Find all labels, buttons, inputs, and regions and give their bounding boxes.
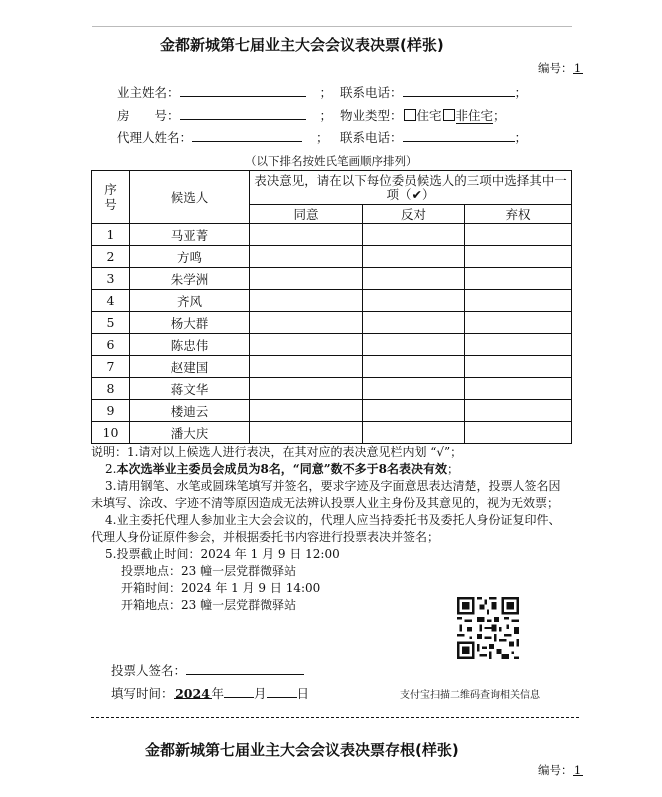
ballot-title: 金都新城第七届业主大会会议表决票(样张) — [160, 36, 444, 54]
agree-cell[interactable] — [250, 246, 363, 268]
column-header-agree: 同意 — [250, 205, 363, 224]
voter-sign-row — [111, 661, 304, 679]
separator: ； — [514, 130, 528, 145]
note-5-place: 投票地点：23 幢一层党群微驿站 — [121, 564, 297, 578]
candidate-name: 陈忠伟 — [130, 334, 250, 356]
stub-serial-label: 编号： — [538, 763, 573, 777]
agree-cell[interactable] — [250, 312, 363, 334]
table-row — [92, 422, 572, 444]
note-3: 3.请用钢笔、水笔或圆珠笔填写并签名，要求字迹及字面意思表达清楚，投票人签名因未填写、涂改、字迹不清等原因造成无法辨认投票人业主身份及其意见的，视为无效票； — [91, 479, 561, 510]
row-number: 3 — [92, 268, 130, 290]
proxy-name-row — [117, 128, 329, 146]
agree-cell[interactable] — [250, 268, 363, 290]
candidate-name: 杨大群 — [130, 312, 250, 334]
room-row — [117, 106, 332, 124]
oppose-cell[interactable] — [363, 290, 465, 312]
table-row — [92, 400, 572, 422]
row-number: 9 — [92, 400, 130, 422]
serial-number — [538, 60, 583, 76]
stub-serial-number — [538, 762, 583, 778]
proxy-name-label: 代理人姓名： — [117, 130, 193, 145]
row-number: 5 — [92, 312, 130, 334]
residential-label: 住宅 — [416, 108, 442, 123]
note-5-open-time: 开箱时间：2024 年 1 月 9 日 14:00 — [121, 581, 321, 595]
abstain-cell[interactable] — [465, 246, 572, 268]
agree-cell[interactable] — [250, 422, 363, 444]
column-header-candidate: 候选人 — [130, 171, 250, 224]
room-field[interactable] — [180, 107, 306, 120]
row-number: 1 — [92, 224, 130, 246]
month-unit: 月 — [254, 686, 267, 701]
table-caption: （以下排名按姓氏笔画顺序排列） — [245, 154, 418, 168]
row-number: 2 — [92, 246, 130, 268]
property-type-label: 物业类型： — [340, 108, 403, 123]
fill-time-label: 填写时间： — [111, 686, 174, 701]
table-row — [92, 334, 572, 356]
tear-line — [91, 717, 579, 718]
separator: ； — [319, 108, 333, 123]
owner-name-field[interactable] — [180, 84, 306, 97]
proxy-name-field[interactable] — [192, 129, 302, 142]
abstain-cell[interactable] — [465, 422, 572, 444]
separator: ； — [319, 85, 333, 100]
oppose-cell[interactable] — [363, 356, 465, 378]
candidate-name: 赵建国 — [130, 356, 250, 378]
fill-time-row — [111, 684, 309, 702]
row-number: 10 — [92, 422, 130, 444]
abstain-cell[interactable] — [465, 356, 572, 378]
abstain-cell[interactable] — [465, 334, 572, 356]
candidate-name: 潘大庆 — [130, 422, 250, 444]
owner-phone-row — [340, 83, 527, 101]
candidate-name: 楼迪云 — [130, 400, 250, 422]
candidate-name: 蒋文华 — [130, 378, 250, 400]
oppose-cell[interactable] — [363, 246, 465, 268]
voter-sign-field[interactable] — [186, 662, 304, 675]
voter-sign-label: 投票人签名： — [111, 663, 187, 678]
serial-value: 1 — [573, 61, 582, 75]
oppose-cell[interactable] — [363, 422, 465, 444]
owner-phone-label: 联系电话： — [340, 85, 403, 100]
day-unit: 日 — [296, 686, 310, 701]
table-row — [92, 356, 572, 378]
month-field[interactable] — [224, 685, 254, 698]
qr-caption: 支付宝扫描二维码查询相关信息 — [400, 690, 540, 701]
owner-phone-field[interactable] — [403, 84, 515, 97]
note-4: 4.业主委托代理人参加业主大会会议的，代理人应当持委托书及委托人身份证复印件、代理人身份证原件参会，并根据委托书内容进行投票表决并签名； — [91, 513, 561, 544]
table-row — [92, 224, 572, 246]
proxy-phone-label: 联系电话： — [340, 130, 403, 145]
non-residential-label: 非住宅 — [455, 108, 494, 123]
candidate-table — [91, 170, 572, 444]
instructions — [91, 444, 571, 614]
agree-cell[interactable] — [250, 356, 363, 378]
oppose-cell[interactable] — [363, 268, 465, 290]
separator: ； — [514, 85, 528, 100]
abstain-cell[interactable] — [465, 378, 572, 400]
note-5: 5.投票截止时间：2024 年 1 月 9 日 12:00 — [105, 547, 340, 561]
candidate-name: 马亚菁 — [130, 224, 250, 246]
candidate-name: 方鸣 — [130, 246, 250, 268]
table-row — [92, 312, 572, 334]
proxy-phone-row — [340, 128, 527, 146]
abstain-cell[interactable] — [465, 290, 572, 312]
oppose-cell[interactable] — [363, 312, 465, 334]
proxy-phone-field[interactable] — [403, 129, 515, 142]
separator: ； — [493, 108, 506, 123]
column-header-no: 序号 — [92, 171, 130, 224]
row-number: 8 — [92, 378, 130, 400]
agree-cell[interactable] — [250, 400, 363, 422]
stub-serial-value: 1 — [573, 763, 582, 777]
property-type-row — [340, 106, 506, 124]
agree-cell[interactable] — [250, 290, 363, 312]
serial-label: 编号： — [538, 61, 573, 75]
table-row — [92, 290, 572, 312]
day-field[interactable] — [267, 685, 297, 698]
separator: ； — [316, 130, 329, 145]
oppose-cell[interactable] — [363, 378, 465, 400]
table-row — [92, 268, 572, 290]
note-5-open-place: 开箱地点：23 幢一层党群微驿站 — [121, 598, 297, 612]
owner-name-row — [117, 83, 332, 101]
table-row — [92, 246, 572, 268]
column-header-abstain: 弃权 — [465, 205, 572, 224]
oppose-cell[interactable] — [363, 400, 465, 422]
year-field[interactable]: 2024 — [175, 686, 210, 701]
qr-code-icon — [457, 597, 519, 659]
oppose-cell[interactable] — [363, 224, 465, 246]
row-number: 6 — [92, 334, 130, 356]
abstain-cell[interactable] — [465, 400, 572, 422]
top-rule — [92, 26, 572, 27]
agree-cell[interactable] — [250, 334, 363, 356]
room-label: 房 号： — [117, 108, 180, 123]
candidate-name: 齐风 — [130, 290, 250, 312]
abstain-cell[interactable] — [465, 224, 572, 246]
column-header-vote: 表决意见，请在以下每位委员候选人的三项中选择其中一项（✔） — [250, 171, 572, 205]
note-1: 说明：1.请对以上候选人进行表决，在其对应的表决意见栏内划 “√”； — [91, 445, 463, 459]
abstain-cell[interactable] — [465, 312, 572, 334]
agree-cell[interactable] — [250, 378, 363, 400]
non-residential-checkbox[interactable] — [443, 109, 455, 121]
candidate-name: 朱学洲 — [130, 268, 250, 290]
table-row — [92, 378, 572, 400]
oppose-cell[interactable] — [363, 334, 465, 356]
column-header-oppose: 反对 — [363, 205, 465, 224]
owner-name-label: 业主姓名： — [117, 85, 180, 100]
stub-title: 金都新城第七届业主大会会议表决票存根(样张) — [145, 741, 459, 759]
agree-cell[interactable] — [250, 224, 363, 246]
note-2: 2.本次选举业主委员会成员为8名，“同意”数不多于8名表决有效； — [105, 462, 459, 476]
abstain-cell[interactable] — [465, 268, 572, 290]
residential-checkbox[interactable] — [404, 109, 416, 121]
row-number: 4 — [92, 290, 130, 312]
row-number: 7 — [92, 356, 130, 378]
year-unit: 年 — [211, 686, 225, 701]
